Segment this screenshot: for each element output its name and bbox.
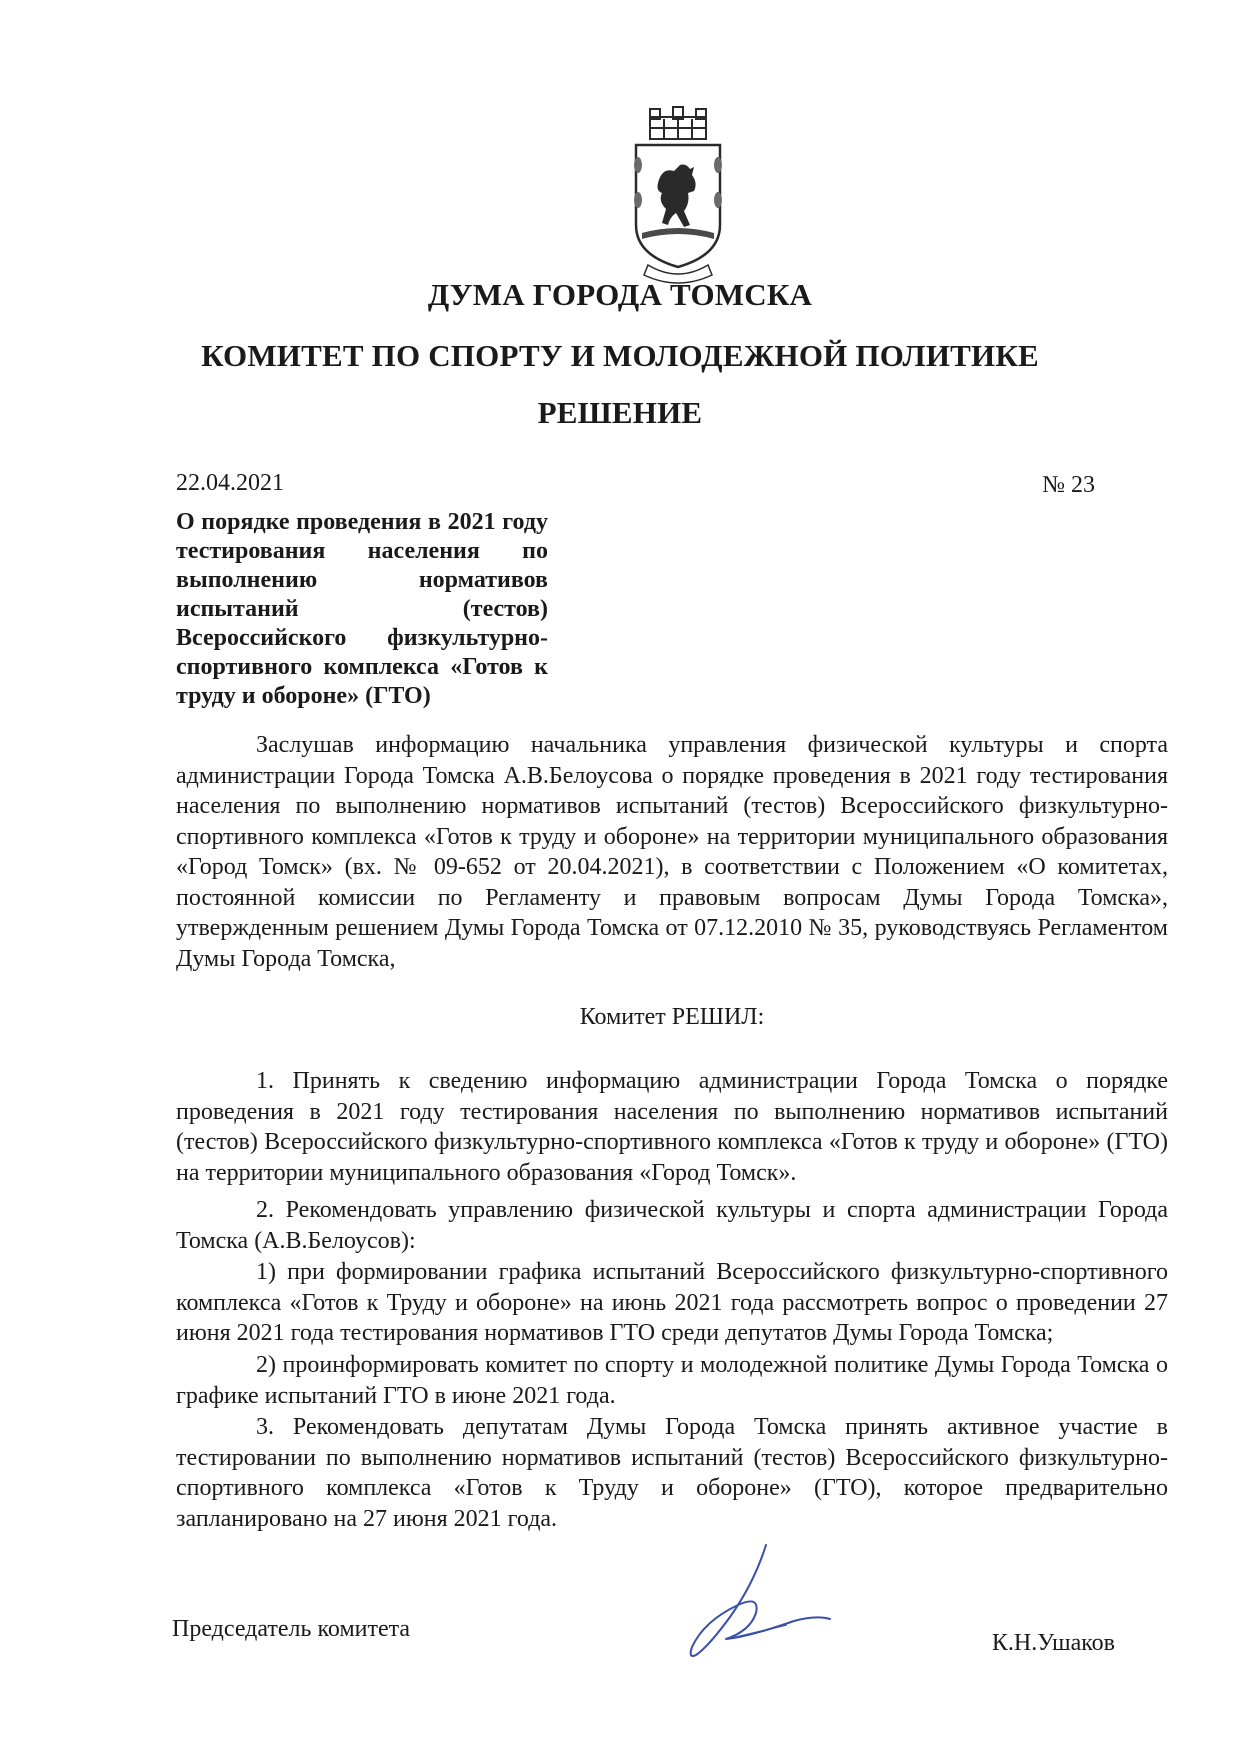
duma-title: ДУМА ГОРОДА ТОМСКА <box>427 277 813 312</box>
item-2-2-paragraph: 2) проинформировать комитет по спорту и молодежной политике Думы Города Томска о графике испытаний ГТО в июне 2021 года. <box>176 1352 1168 1409</box>
item-2-1-paragraph: 1) при формировании графика испытаний Всероссийского физкультурно-спортивного комплекса «Готов к Труду и обороне» на июнь 2021 года рассмотреть вопрос о проведении 27 июня 2021 года тестирования нормативов ГТО среди депутатов Думы Города Томска; <box>176 1259 1168 1346</box>
signer-title: Председатель комитета <box>172 1616 411 1642</box>
signer-name: К.Н.Ушаков <box>991 1630 1115 1656</box>
item-1-paragraph: 1. Принять к сведению информацию администрации Города Томска о порядке проведения в 2021 году тестирования населения по выполнению нормативов испытаний (тестов) Всероссийского физкультурно-спортивного комплекса «Готов к труду и обороне» (ГТО) на территории муниципального образования «Город Томск». <box>176 1068 1168 1186</box>
resolved-heading: Комитет РЕШИЛ: <box>579 1004 765 1030</box>
item-2-paragraph: 2. Рекомендовать управлению физической культуры и спорта администрации Города Томска (А.В.Белоусов): <box>176 1197 1168 1254</box>
document-subject: О порядке проведения в 2021 году тестирования населения по выполнению нормативов испытаний (тестов) Всероссийского физкультурно-спортивного комплекса «Готов к труду и обороне» (ГТО) <box>176 509 548 709</box>
document-date: 22.04.2021 <box>176 470 284 496</box>
committee-title: КОМИТЕТ ПО СПОРТУ И МОЛОДЕЖНОЙ ПОЛИТИКЕ <box>201 338 1039 373</box>
coat-of-arms-icon <box>628 105 728 285</box>
document-type: РЕШЕНИЕ <box>537 395 703 430</box>
document-number: № 23 <box>1042 472 1095 498</box>
intro-paragraph: Заслушав информацию начальника управления физической культуры и спорта администрации Города Томска А.В.Белоусова о порядке проведения в 2021 году тестирования населения по выполнению нормативов испытаний (тестов) Всероссийского физкультурно-спортивного комплекса «Готов к труду и обороне» на территории муниципального образования «Город Томск» (вх. № 09-652 от 20.04.2021), в соответствии с Положением «О комитетах, постоянной комиссии по Регламенту и правовым вопросам Думы Города Томска», утвержденным решением Думы Города Томска от 07.12.2010 № 35, руководствуясь Регламентом Думы Города Томска, <box>176 732 1168 972</box>
item-3-paragraph: 3. Рекомендовать депутатам Думы Города Томска принять активное участие в тестировании по выполнению нормативов испытаний (тестов) Всероссийского физкультурно-спортивного комплекса «Готов к Труду и обороне» (ГТО), которое предварительно запланировано на 27 июня 2021 года. <box>176 1414 1168 1532</box>
signature-icon <box>668 1543 838 1673</box>
